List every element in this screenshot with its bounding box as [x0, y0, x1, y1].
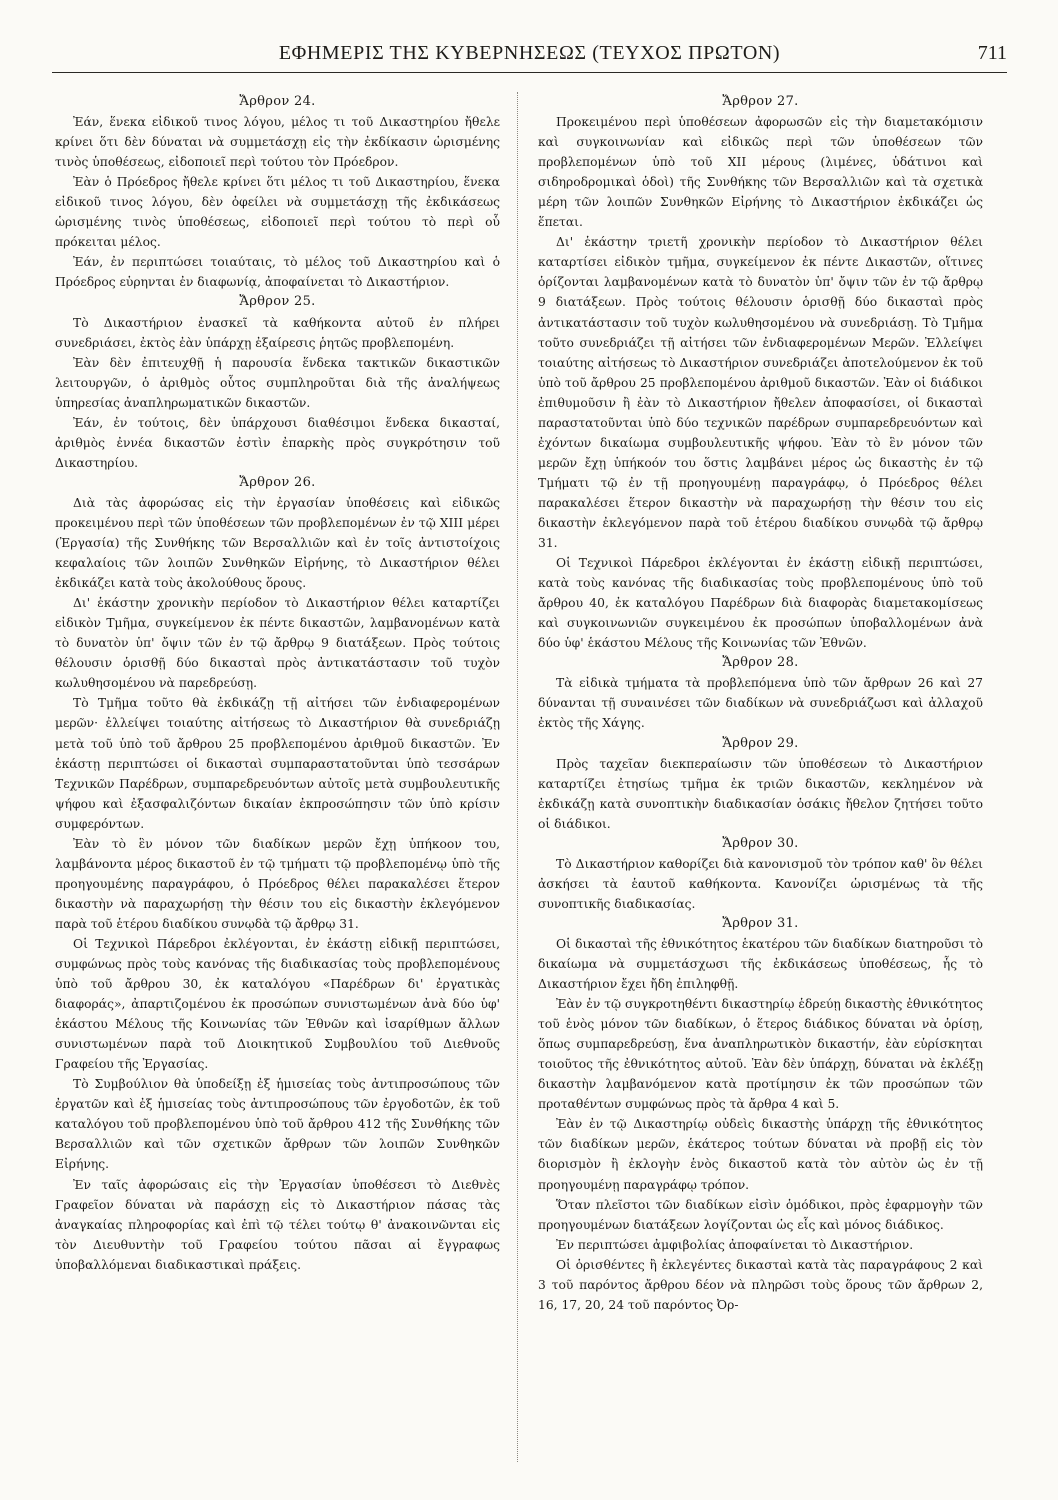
paragraph: Δι' ἑκάστην χρονικὴν περίοδον τὸ Δικαστήριον θέλει καταρτίζει εἰδικὸν Τμῆμα, συγκείμενον ἐκ πέντε δικαστῶν, λαμβανομένων κατὰ τὸ δυνατὸν ὑπ' ὄψιν τῶν ἐν τῷ ἄρθρῳ 9 διατάξεων. Πρὸς τούτοις θέλουσιν ὁρισθῇ δύο δικασταὶ πρὸς ἀντικατάστασιν τοῦ τυχὸν κωλυθησομένου νὰ παρεδρεύσῃ.: [55, 596, 500, 691]
paragraph: Ἐὰν ὁ Πρόεδρος ἤθελε κρίνει ὅτι μέλος τι τοῦ Δικαστηρίου, ἕνεκα εἰδικοῦ τινος λόγου, δὲν ὀφείλει νὰ συμμετάσχῃ τῆς ἐκδικάσεως ὡρισμένης τινὸς ὑποθέσεως, εἰδοποιεῖ περὶ τούτου τὸ περὶ οὗ πρόκειται μέλος.: [55, 175, 500, 250]
column-divider: [517, 92, 518, 1462]
paragraph: Ἐν ταῖς ἀφορώσαις εἰς τὴν Ἐργασίαν ὑποθέσεσι τὸ Διεθνὲς Γραφεῖον δύναται νὰ παράσχῃ εἰς τὸ Δικαστήριον πάσας τὰς ἀναγκαίας πληροφορίας καὶ ἐπὶ τῷ τέλει τούτῳ θ' ἀνακοινῶνται εἰς τὸν Διευθυντὴν τοῦ Γραφείου τούτου πᾶσαι αἱ ἔγγραφως ὑποβαλλόμεναι διαδικαστικαὶ πράξεις.: [55, 1177, 500, 1272]
paragraph: Ἐν περιπτώσει ἀμφιβολίας ἀποφαίνεται τὸ Δικαστήριον.: [556, 1237, 914, 1252]
article-heading: Ἄρθρον 29.: [722, 735, 799, 751]
page-number: 711: [977, 42, 1007, 64]
paragraph: Ὅταν πλεῖστοι τῶν διαδίκων εἰσὶν ὁμόδικοι, πρὸς ἐφαρμογὴν τῶν προηγουμένων διατάξεων λογίζονται ὡς εἷς καὶ μόνος διάδικος.: [538, 1197, 983, 1232]
paragraph: Ἐάν, ἐν περιπτώσει τοιαύταις, τὸ μέλος τοῦ Δικαστηρίου καὶ ὁ Πρόεδρος εὑρηνται ἐν διαφωνίᾳ, ἀποφαίνεται τὸ Δικαστήριον.: [55, 255, 500, 290]
paragraph: Οἱ ὁρισθέντες ἢ ἐκλεγέντες δικασταὶ κατὰ τὰς παραγράφους 2 καὶ 3 τοῦ παρόντος ἄρθρου δέον νὰ πληρῶσι τοὺς ὅρους τῶν ἄρθρων 2, 16, 17, 20, 24 τοῦ παρόντος Ὀρ-: [538, 1257, 983, 1312]
header-rule: [52, 72, 1007, 73]
page-header: [52, 42, 1007, 74]
paragraph: Τὸ Συμβούλιον θὰ ὑποδείξῃ ἐξ ἡμισείας τοὺς ἀντιπροσώπους τῶν ἐργατῶν καὶ ἐξ ἡμισείας τοὺς ἀντιπροσώπους τῶν ἐργοδοτῶν, ἐκ τοῦ καταλόγου τοῦ προβλεπομένου ὑπὸ τοῦ ἄρθρου 412 τῆς Συνθήκης τῶν Βερσαλλιῶν καὶ τῶν σχετικῶν ἄρθρων τῶν λοιπῶν Συνθηκῶν Εἰρήνης.: [55, 1077, 500, 1172]
paragraph: Ἐὰν δὲν ἐπιτευχθῇ ἡ παρουσία ἕνδεκα τακτικῶν δικαστικῶν λειτουργῶν, ὁ ἀριθμὸς οὗτος συμπληροῦται διὰ τῆς ἀναλήψεως ὑπηρεσίας ἀναπληρωματικῶν δικαστῶν.: [55, 355, 500, 410]
right-column: [538, 92, 983, 1482]
article-heading: Ἄρθρον 31.: [722, 915, 799, 931]
paragraph: Ἐὰν ἐν τῷ συγκροτηθέντι δικαστηρίῳ ἑδρεύῃ δικαστὴς ἐθνικότητος τοῦ ἑνὸς μόνον τῶν διαδίκων, ὁ ἕτερος διάδικος δύναται νὰ ὁρίσῃ, ὅπως συμπαρεδρεύσῃ, ἕνα ἀναπληρωτικὸν δικαστήν, ἐὰν εὑρίσκηται τοιοῦτος τῆς ἐθνικότητος αὐτοῦ. Ἐὰν δὲν ὑπάρχῃ, δύναται νὰ ἐκλέξῃ δικαστὴν λαμβανόμενον κατὰ προτίμησιν ἐκ τῶν προσώπων τῶν προταθέντων συμφώνως πρὸς τὰ ἄρθρα 4 καὶ 5.: [538, 997, 983, 1112]
paragraph: Προκειμένου περὶ ὑποθέσεων ἀφορωσῶν εἰς τὴν διαμετακόμισιν καὶ συγκοινωνίαν καὶ εἰδικῶς περὶ τῶν ὑποθέσεων τῶν προβλεπομένων ὑπὸ τοῦ XII μέρους (λιμένες, ὑδάτινοι καὶ σιδηροδρομικαὶ ὁδοὶ) τῆς Συνθήκης τῶν Βερσαλλιῶν καὶ τὰ σχετικὰ μέρη τῶν λοιπῶν Συνθηκῶν Εἰρήνης τὸ Δικαστήριον ἐκδικάζει ὡς ἕπεται.: [538, 115, 983, 230]
paragraph: Πρὸς ταχεῖαν διεκπεραίωσιν τῶν ὑποθέσεων τὸ Δικαστήριον καταρτίζει ἐτησίως τμῆμα ἐκ τριῶν δικαστῶν, κεκλημένον νὰ ἐκδικάζῃ κατὰ συνοπτικὴν διαδικασίαν ὁσάκις ἤθελον ζητήσει τοῦτο οἱ διάδικοι.: [538, 756, 983, 831]
article-heading: Ἄρθρον 26.: [239, 474, 316, 490]
paragraph: Οἱ Τεχνικοὶ Πάρεδροι ἐκλέγονται ἐν ἑκάστῃ εἰδικῇ περιπτώσει, κατὰ τοὺς κανόνας τῆς διαδικασίας τοὺς προβλεπομένους ὑπὸ τοῦ ἄρθρου 40, ἐκ καταλόγου Παρέδρων διὰ διαφορὰς διαμετακομίσεως καὶ συγκοινωνιῶν συγκειμένου ἐκ προσώπων ὑποβαλλομένων ἀνὰ δύο ὑφ' ἑκάστου Μέλους τῆς Κοινωνίας τῶν Ἐθνῶν.: [538, 556, 983, 651]
paragraph: Ἐάν, ἕνεκα εἰδικοῦ τινος λόγου, μέλος τι τοῦ Δικαστηρίου ἤθελε κρίνει ὅτι δὲν δύναται νὰ συμμετάσχῃ εἰς τὴν ἐκδίκασιν ὡρισμένης τινὸς ὑποθέσεως, εἰδοποιεῖ περὶ τούτου τὸν Πρόεδρον.: [55, 115, 500, 170]
paragraph: Ἐάν, ἐν τούτοις, δὲν ὑπάρχουσι διαθέσιμοι ἕνδεκα δικασταί, ἀριθμὸς ἐννέα δικαστῶν ἐστὶν ἐπαρκὴς πρὸς συγκρότησιν τοῦ Δικαστηρίου.: [55, 415, 500, 470]
paragraph: Τὸ Τμῆμα τοῦτο θὰ ἐκδικάζῃ τῇ αἰτήσει τῶν ἐνδιαφερομένων μερῶν· ἐλλείψει τοιαύτης αἰτήσεως τὸ Δικαστήριον θὰ συνεδριάζῃ μετὰ τοῦ ὑπὸ τοῦ ἄρθρου 25 προβλεπομένου ἀριθμοῦ δικαστῶν. Ἐν ἑκάστῃ περιπτώσει οἱ δικασταὶ συμπαραστατοῦνται ὑπὸ τεσσάρων Τεχνικῶν Παρέδρων, συμπαρεδρευόντων αὐτοῖς μετὰ συμβουλευτικῆς ψήφου καὶ ἐξασφαλιζόντων δικαίαν ἐκπροσώπησιν τῶν ὑπὸ κρίσιν συμφερόντων.: [55, 696, 500, 831]
article-heading: Ἄρθρον 27.: [722, 94, 799, 109]
paragraph: Δι' ἑκάστην τριετῆ χρονικὴν περίοδον τὸ Δικαστήριον θέλει καταρτίσει εἰδικὸν τμῆμα, συγκείμενον ἐκ πέντε Δικαστῶν, οἵτινες ὁρίζονται λαμβανομένων κατὰ τὸ δυνατὸν ὑπ' ὄψιν τῶν ἐν τῷ ἄρθρῳ 9 διατάξεων. Πρὸς τούτοις θέλουσιν ὁρισθῇ δύο δικασταὶ πρὸς ἀντικατάστασιν τοῦ τυχὸν κωλυθησομένου νὰ συνεδριάσῃ. Τὸ Τμῆμα τοῦτο συνεδριάζει τῇ αἰτήσει τῶν ἐνδιαφερομένων Μερῶν. Ἐλλείψει τοιαύτης αἰτήσεως τὸ Δικαστήριον συνεδριάζει ἀποτελούμενον ἐκ τοῦ ὑπὸ τοῦ ἄρθρου 25 προβλεπομένου ἀριθμοῦ δικαστῶν. Ἐὰν οἱ διάδικοι ἐπιθυμοῦσιν ἢ ἐὰν τὸ Δικαστήριον ἤθελεν ἀποφασίσει, οἱ δικασταὶ παραστατοῦνται ὑπὸ δύο τεχνικῶν παρέδρων συμπαρεδρευόντων καὶ ἐχόντων δικαίωμα συμβουλευτικῆς ψήφου. Ἐὰν τὸ ἓν μόνον τῶν μερῶν ἔχῃ ὑπήκοόν του ὅστις λαμβάνει μέρος ὡς δικαστὴς ἐν τῷ Τμήματι τῷ ἐν τῇ προηγουμένῃ παραγράφῳ, ὁ Πρόεδρος θέλει παρακαλέσει ἕτερον δικαστὴν νὰ παραχωρήσῃ τὴν θέσιν του εἰς δικαστὴν ἐκλεγόμενον παρὰ τοῦ ἑτέρου διαδίκου συνῳδὰ τῷ ἄρθρῳ 31.: [538, 235, 983, 551]
paragraph: Διὰ τὰς ἀφορώσας εἰς τὴν ἐργασίαν ὑποθέσεις καὶ εἰδικῶς προκειμένου περὶ τῶν ὑποθέσεων τῶν προβλεπομένων ἐν τῷ XIII μέρει (Ἐργασία) τῆς Συνθήκης τῶν Βερσαλλιῶν καὶ ἐν τοῖς ἀντιστοίχοις κεφαλαίοις τῶν λοιπῶν Συνθηκῶν Εἰρήνης, τὸ Δικαστήριον θέλει ἐκδικάζει κατὰ τοὺς ἀκολούθους ὅρους.: [55, 495, 500, 591]
article-heading: Ἄρθρον 30.: [722, 835, 799, 851]
article-heading: Ἄρθρον 28.: [722, 655, 799, 671]
article-heading: Ἄρθρον 25.: [239, 294, 316, 310]
paragraph: Τὸ Δικαστήριον ἐνασκεῖ τὰ καθήκοντα αὐτοῦ ἐν πλήρει συνεδριάσει, ἐκτὸς ἐὰν ὑπάρχῃ ἐξαίρεσις ῥητῶς προβλεπομένη.: [55, 315, 500, 350]
gazette-title: ΕΦΗΜΕΡΙΣ ΤΗΣ ΚΥΒΕΡΝΗΣΕΩΣ (ΤΕΥΧΟΣ ΠΡΩΤΟΝ): [278, 42, 781, 64]
article-heading: Ἄρθρον 24.: [239, 94, 316, 109]
paragraph: Ἐὰν ἐν τῷ Δικαστηρίῳ οὐδεὶς δικαστὴς ὑπάρχῃ τῆς ἐθνικότητος τῶν διαδίκων μερῶν, ἑκάτερος τούτων δύναται νὰ προβῇ εἰς τὸν διορισμὸν ἢ ἐκλογὴν ἑνὸς δικαστοῦ κατὰ τὸν αὐτὸν ὡς ἐν τῇ προηγουμένῃ παραγράφῳ τρόπον.: [538, 1117, 983, 1192]
paragraph: Οἱ Τεχνικοὶ Πάρεδροι ἐκλέγονται, ἐν ἑκάστῃ εἰδικῇ περιπτώσει, συμφώνως πρὸς τοὺς κανόνας τῆς διαδικασίας τοὺς προβλεπομένους ὑπὸ τοῦ ἄρθρου 30, ἐκ καταλόγου «Παρέδρων δι' ἐργατικὰς διαφοράς», ἀπαρτιζομένου ἐκ προσώπων συνιστωμένων ἀνὰ δύο ὑφ' ἑκάστου Μέλους τῆς Κοινωνίας τῶν Ἐθνῶν καὶ ἰσαρίθμων ἄλλων συνιστωμένων παρὰ τοῦ Διοικητικοῦ Συμβουλίου τοῦ Διεθνοῦς Γραφείου τῆς Ἐργασίας.: [55, 936, 500, 1072]
paragraph: Τὸ Δικαστήριον καθορίζει διὰ κανονισμοῦ τὸν τρόπον καθ' ὃν θέλει ἀσκήσει τὰ ἑαυτοῦ καθήκοντα. Κανονίζει ὡρισμένως τὰ τῆς συνοπτικῆς διαδικασίας.: [538, 856, 983, 911]
paragraph: Τὰ εἰδικὰ τμήματα τὰ προβλεπόμενα ὑπὸ τῶν ἄρθρων 26 καὶ 27 δύνανται τῇ συναινέσει τῶν διαδίκων νὰ συνεδριάζωσι καὶ ἀλλαχοῦ ἐκτὸς τῆς Χάγης.: [538, 676, 983, 731]
paragraph: Οἱ δικασταὶ τῆς ἐθνικότητος ἑκατέρου τῶν διαδίκων διατηροῦσι τὸ δικαίωμα νὰ συμμετάσχωσι τῆς ἐκδικάσεως ὑποθέσεως, ἧς τὸ Δικαστήριον ἔχει ἤδη ἐπιληφθῇ.: [538, 936, 983, 992]
left-column: [55, 92, 500, 1482]
paragraph: Ἐὰν τὸ ἓν μόνον τῶν διαδίκων μερῶν ἔχῃ ὑπήκοον του, λαμβάνοντα μέρος δικαστοῦ ἐν τῷ τμήματι τῷ προβλεπομένῳ ὑπὸ τῆς προηγουμένης παραγράφου, ὁ Πρόεδρος θέλει παρακαλέσει ἕτερον δικαστὴν νὰ παραχωρήσῃ τὴν θέσιν του εἰς δικαστὴν ἐκλεγόμενον παρὰ τοῦ ἑτέρου διαδίκου συνῳδὰ τῷ ἄρθρῳ 31.: [55, 836, 500, 931]
